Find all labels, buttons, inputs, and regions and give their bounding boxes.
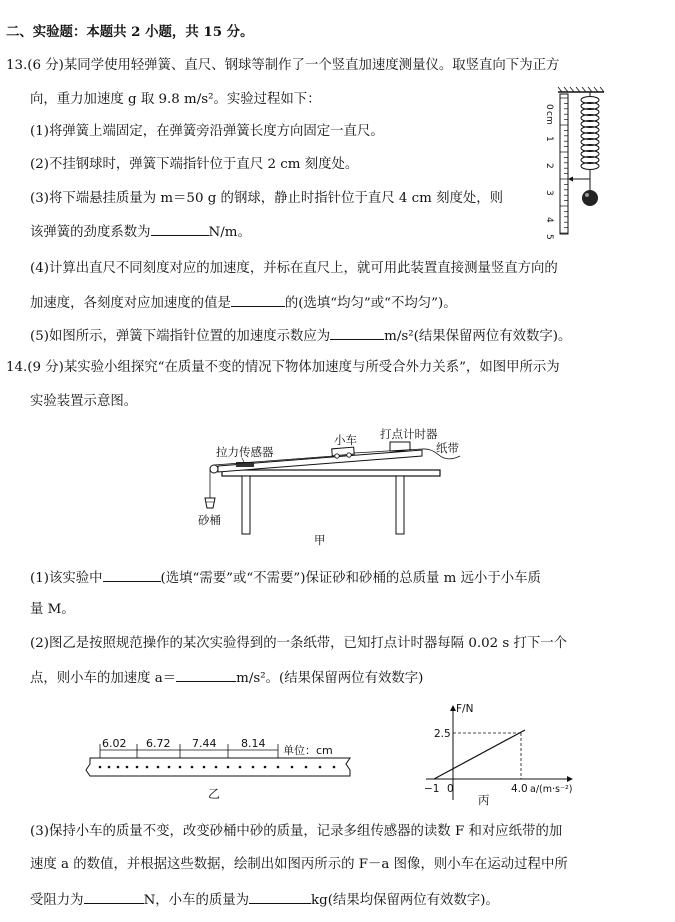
answer-blank[interactable] [231, 293, 285, 307]
q14-line-2: 实验装置示意图。 [30, 394, 138, 409]
q14-part-1-text: (1)该实验中 [30, 571, 103, 586]
force-acceleration-graph [420, 700, 580, 808]
graph-xlabel: a/(m·s⁻²) [530, 784, 573, 795]
label-sensor: 拉力传感器 [216, 445, 274, 459]
q13-step-3-cont [30, 222, 251, 242]
label-timer: 打点计时器 [380, 428, 438, 441]
q13-line-1: 13.(6 分)某同学使用轻弹簧、直尺、钢球等制作了一个竖直加速度测量仪。取竖直向下为正方 [6, 58, 560, 73]
figure-caption-yi: 乙 [208, 787, 221, 801]
q14-part-2: (2)图乙是按照规范操作的某次实验得到的一条纸带，已知打点计时器每隔 0.02 s 打下一个 [30, 636, 568, 651]
graph-origin: 0 [447, 783, 454, 795]
sand-bucket [205, 498, 215, 508]
answer-blank[interactable] [103, 568, 161, 582]
q13-step-2: (2)不挂钢球时，弹簧下端指针位于直尺 2 cm 刻度处。 [30, 157, 359, 172]
q14-part-1 [30, 568, 541, 588]
q13-step-5 [30, 326, 571, 346]
graph-ylabel: F/N [456, 703, 474, 715]
answer-blank[interactable] [84, 890, 144, 904]
ruler-label-3: 3 [544, 190, 554, 196]
q13-step-1: (1)将弹簧上端固定，在弹簧旁沿弹簧长度方向固定一直尺。 [30, 124, 384, 139]
label-cart: 小车 [334, 433, 357, 447]
answer-blank[interactable] [249, 890, 311, 904]
ruler-label-1: 1 [544, 136, 554, 142]
q13-step-4-cont [30, 293, 457, 313]
q13-step-4: (4)计算出直尺不同刻度对应的加速度，并标在直尺上，就可用此装置直接测量竖直方向的 [30, 261, 558, 276]
tape-strip [86, 758, 350, 776]
q13-step-3-unit: N/m。 [208, 225, 251, 240]
q13-step-3: (3)将下端悬挂质量为 m＝50 g 的钢球，静止时指针位于直尺 4 cm 刻度处，则 [30, 191, 504, 206]
segment-3: 7.44 [192, 737, 217, 750]
q14-part-3-mid: N，小车的质量为 [143, 893, 250, 908]
segment-1: 6.02 [102, 737, 127, 750]
segment-4: 8.14 [241, 737, 266, 750]
q14-part-3: (3)保持小车的质量不变，改变砂桶中砂的质量，记录多组传感器的读数 F 和对应纸带的加 [30, 824, 563, 839]
label-tape: 纸带 [436, 441, 459, 455]
answer-blank[interactable] [330, 326, 384, 340]
steel-ball [582, 190, 598, 206]
spring-ruler-figure [530, 84, 610, 246]
q13-step-4-tail: 的(选填“均匀”或“不均匀”)。 [284, 296, 457, 311]
ruler-unit: cm [544, 111, 554, 125]
q13-step-5-tail: m/s²(结果保留两位有效数字)。 [384, 329, 572, 344]
ruler-label-0: 0 [544, 104, 554, 110]
q14-part-1-tail: (选填“需要”或“不需要”)保证砂和砂桶的总质量 m 远小于小车质 [160, 571, 541, 586]
unit-label: 单位：cm [283, 744, 333, 757]
ruler-label-2: 2 [544, 163, 554, 169]
q13-step-4-text: 加速度，各刻度对应加速度的值是 [30, 296, 231, 311]
segment-2: 6.72 [146, 737, 171, 750]
q14-part-3-tail: kg(结果均保留两位有效数字)。 [311, 893, 499, 908]
q14-part-3-cont: 速度 a 的数值，并根据这些数据，绘制出如图丙所示的 F－a 图像，则小车在运动过程中所 [30, 857, 568, 872]
q14-part-1-cont: 量 M。 [30, 602, 75, 617]
q13-line-2: 向，重力加速度 g 取 9.8 m/s²。实验过程如下： [30, 92, 321, 107]
q14-part-2-cont [30, 668, 423, 688]
q14-part-2-tail: m/s²。(结果保留两位有效数字) [236, 671, 424, 686]
section-title: 二、实验题：本题共 2 小题，共 15 分。 [6, 24, 254, 40]
q13-step-3-text: 该弹簧的劲度系数为 [30, 225, 151, 240]
paper-tape-figure [80, 736, 380, 806]
ruler-label-5: 5 [544, 234, 554, 240]
answer-blank[interactable] [176, 668, 236, 682]
q14-part-2-text: 点，则小车的加速度 a＝ [30, 671, 177, 686]
graph-x-neg: −1 [424, 783, 440, 795]
q14-line-1: 14.(9 分)某实验小组探究“在质量不变的情况下物体加速度与所受合外力关系”，如图甲所示为 [6, 360, 560, 375]
q13-step-5-text: (5)如图所示，弹簧下端指针位置的加速度示数应为 [30, 329, 331, 344]
label-bucket: 砂桶 [198, 513, 221, 527]
apparatus-figure [194, 428, 484, 550]
answer-blank[interactable] [151, 222, 209, 236]
spring [581, 92, 599, 182]
graph-x-mark: 4.0 [511, 783, 528, 795]
ruler-label-4: 4 [544, 217, 554, 223]
q14-part-3-cont-2 [30, 890, 499, 910]
figure-caption-bing: 丙 [478, 793, 490, 807]
graph-y-mark: 2.5 [434, 728, 451, 740]
figure-caption-jia: 甲 [314, 533, 326, 547]
q14-part-3-text: 受阻力为 [30, 893, 84, 908]
